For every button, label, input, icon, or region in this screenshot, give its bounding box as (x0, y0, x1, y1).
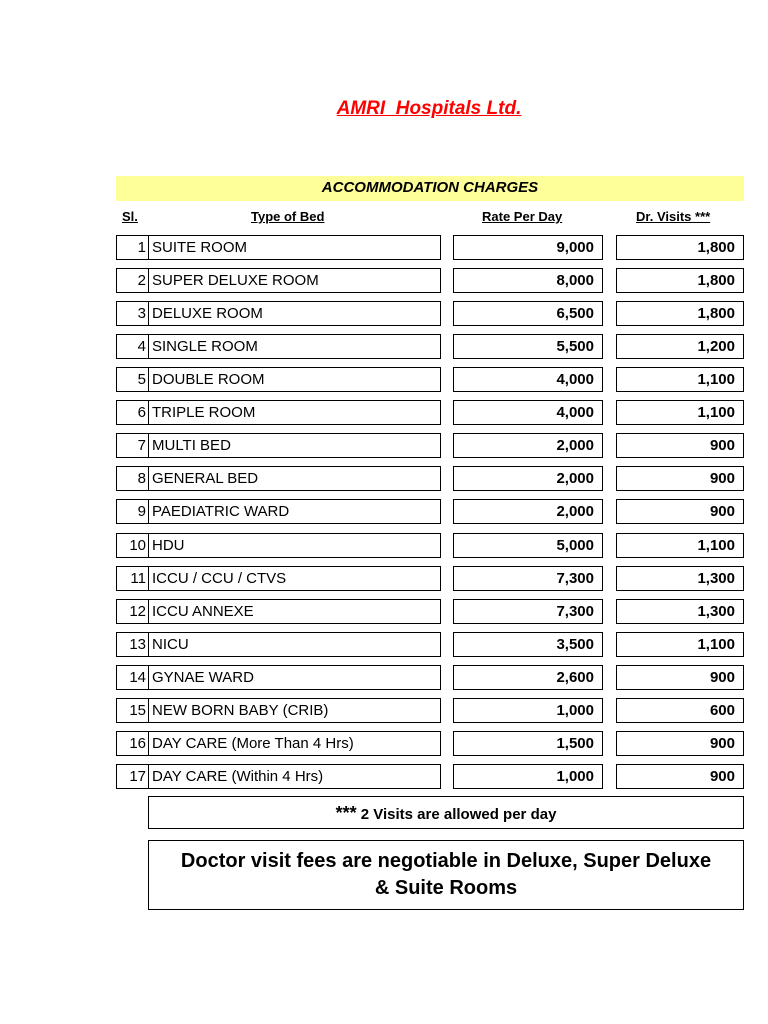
bed-cell (116, 367, 441, 392)
header-dr-visits: Dr. Visits *** (636, 209, 711, 224)
rate-cell (453, 764, 603, 789)
bed-type: HDU (152, 537, 185, 554)
dr-visit-fee: 1,100 (697, 404, 735, 421)
table-row (0, 334, 768, 359)
rate-cell (453, 235, 603, 260)
rate-per-day: 2,000 (556, 437, 594, 454)
bed-cell (116, 665, 441, 690)
rate-cell (453, 268, 603, 293)
bed-type: DOUBLE ROOM (152, 371, 265, 388)
cell-divider (148, 401, 149, 424)
serial-number: 14 (129, 669, 146, 686)
bed-type: DAY CARE (More Than 4 Hrs) (152, 735, 354, 752)
bed-type: DELUXE ROOM (152, 305, 263, 322)
bed-type: NICU (152, 636, 189, 653)
dr-visit-fee: 900 (709, 735, 735, 752)
header-rate-per-day: Rate Per Day (482, 209, 563, 224)
cell-divider (148, 269, 149, 292)
bed-cell (116, 533, 441, 558)
rate-cell (453, 433, 603, 458)
serial-number: 1 (137, 239, 146, 256)
cell-divider (148, 666, 149, 689)
bed-cell (116, 731, 441, 756)
dr-visit-cell (616, 731, 744, 756)
table-row (0, 599, 768, 624)
bed-type: NEW BORN BABY (CRIB) (152, 702, 329, 719)
bed-type: ICCU / CCU / CTVS (152, 570, 287, 587)
dr-visit-cell (616, 400, 744, 425)
rate-per-day: 2,000 (556, 470, 594, 487)
dr-visit-fee: 1,300 (697, 570, 735, 587)
serial-number: 3 (137, 305, 146, 322)
dr-visit-cell (616, 764, 744, 789)
serial-number: 16 (129, 735, 146, 752)
section-banner: ACCOMMODATION CHARGES (116, 176, 744, 201)
rate-per-day: 4,000 (556, 371, 594, 388)
serial-number: 12 (129, 603, 146, 620)
header-sl: Sl. (122, 209, 138, 224)
dr-visit-fee: 1,800 (697, 272, 735, 289)
table-row (0, 235, 768, 260)
table-row (0, 764, 768, 789)
bed-cell (116, 301, 441, 326)
rate-per-day: 7,300 (556, 603, 594, 620)
rate-cell (453, 533, 603, 558)
table-row (0, 466, 768, 491)
table-row (0, 698, 768, 723)
rate-cell (453, 698, 603, 723)
serial-number: 7 (137, 437, 146, 454)
bed-type: PAEDIATRIC WARD (152, 503, 290, 520)
cell-divider (148, 600, 149, 623)
bed-cell (116, 499, 441, 524)
rate-cell (453, 367, 603, 392)
visits-note (148, 796, 744, 829)
bed-type: MULTI BED (152, 437, 231, 454)
dr-visit-cell (616, 533, 744, 558)
rate-cell (453, 499, 603, 524)
cell-divider (148, 434, 149, 457)
table-row (0, 665, 768, 690)
rate-per-day: 9,000 (556, 239, 594, 256)
dr-visit-fee: 600 (709, 702, 735, 719)
dr-visit-fee: 1,100 (697, 371, 735, 388)
table-row (0, 301, 768, 326)
dr-visit-cell (616, 566, 744, 591)
serial-number: 11 (130, 570, 146, 587)
visits-note-stars: *** (335, 803, 357, 823)
bed-cell (116, 698, 441, 723)
bed-cell (116, 466, 441, 491)
bed-cell (116, 764, 441, 789)
cell-divider (148, 236, 149, 259)
table-row (0, 499, 768, 524)
dr-visit-cell (616, 632, 744, 657)
serial-number: 8 (137, 470, 146, 487)
dr-visit-fee: 1,300 (697, 603, 735, 620)
dr-visit-cell (616, 301, 744, 326)
rate-per-day: 6,500 (556, 305, 594, 322)
rate-per-day: 1,000 (556, 768, 594, 785)
bed-type: SINGLE ROOM (152, 338, 258, 355)
dr-visit-fee: 1,200 (697, 338, 735, 355)
dr-visit-cell (616, 599, 744, 624)
dr-visit-cell (616, 268, 744, 293)
bed-type: TRIPLE ROOM (152, 404, 256, 421)
rate-cell (453, 632, 603, 657)
bed-cell (116, 599, 441, 624)
dr-visit-fee: 1,800 (697, 305, 735, 322)
bed-type: SUPER DELUXE ROOM (152, 272, 319, 289)
rate-cell (453, 731, 603, 756)
rate-per-day: 4,000 (556, 404, 594, 421)
bed-cell (116, 433, 441, 458)
bed-cell (116, 235, 441, 260)
rate-cell (453, 301, 603, 326)
rate-cell (453, 566, 603, 591)
bed-cell (116, 632, 441, 657)
dr-visit-fee: 1,100 (697, 636, 735, 653)
cell-divider (148, 765, 149, 788)
table-row (0, 632, 768, 657)
dr-visit-cell (616, 334, 744, 359)
bed-type: GYNAE WARD (152, 669, 254, 686)
dr-visit-cell (616, 499, 744, 524)
dr-visit-cell (616, 367, 744, 392)
table-row (0, 400, 768, 425)
rate-per-day: 1,500 (556, 735, 594, 752)
cell-divider (148, 302, 149, 325)
serial-number: 15 (129, 702, 146, 719)
serial-number: 4 (137, 338, 146, 355)
rate-per-day: 7,300 (556, 570, 594, 587)
dr-visit-cell (616, 433, 744, 458)
cell-divider (148, 335, 149, 358)
table-row (0, 566, 768, 591)
cell-divider (148, 534, 149, 557)
dr-visit-fee: 1,100 (697, 537, 735, 554)
rate-per-day: 5,000 (556, 537, 594, 554)
rate-cell (453, 466, 603, 491)
cell-divider (148, 732, 149, 755)
rate-per-day: 2,600 (556, 669, 594, 686)
bed-cell (116, 334, 441, 359)
cell-divider (148, 500, 149, 523)
serial-number: 2 (137, 272, 146, 289)
rate-per-day: 1,000 (556, 702, 594, 719)
dr-visit-fee: 900 (709, 768, 735, 785)
dr-visit-cell (616, 466, 744, 491)
table-row (0, 731, 768, 756)
header-type-of-bed: Type of Bed (251, 209, 325, 224)
table-row (0, 268, 768, 293)
bed-type: ICCU ANNEXE (152, 603, 254, 620)
bed-cell (116, 400, 441, 425)
serial-number: 17 (129, 768, 146, 785)
cell-divider (148, 633, 149, 656)
dr-visit-fee: 900 (709, 437, 735, 454)
rate-per-day: 8,000 (556, 272, 594, 289)
bed-cell (116, 566, 441, 591)
bed-cell (116, 268, 441, 293)
bed-type: GENERAL BED (152, 470, 259, 487)
cell-divider (148, 368, 149, 391)
cell-divider (148, 567, 149, 590)
serial-number: 6 (137, 404, 146, 421)
serial-number: 13 (129, 636, 146, 653)
hospital-title: AMRI Hospitals Ltd. (336, 98, 522, 119)
dr-visit-fee: 900 (709, 503, 735, 520)
visits-note-text: 2 Visits are allowed per day (356, 806, 557, 823)
dr-visit-fee: 900 (709, 470, 735, 487)
rate-per-day: 2,000 (556, 503, 594, 520)
dr-visit-cell (616, 235, 744, 260)
cell-divider (148, 699, 149, 722)
table-row (0, 533, 768, 558)
dr-visit-cell (616, 665, 744, 690)
cell-divider (148, 467, 149, 490)
serial-number: 10 (129, 537, 146, 554)
table-row (0, 367, 768, 392)
rate-per-day: 3,500 (556, 636, 594, 653)
rate-cell (453, 334, 603, 359)
bed-type: DAY CARE (Within 4 Hrs) (152, 768, 324, 785)
serial-number: 9 (137, 503, 146, 520)
table-row (0, 433, 768, 458)
dr-visit-fee: 1,800 (697, 239, 735, 256)
rate-cell (453, 400, 603, 425)
negotiable-note: Doctor visit fees are negotiable in Deluxe, Super Deluxe & Suite Rooms (148, 840, 744, 910)
dr-visit-fee: 900 (709, 669, 735, 686)
serial-number: 5 (137, 371, 146, 388)
bed-type: SUITE ROOM (152, 239, 248, 256)
rate-cell (453, 599, 603, 624)
dr-visit-cell (616, 698, 744, 723)
rate-per-day: 5,500 (556, 338, 594, 355)
rate-cell (453, 665, 603, 690)
